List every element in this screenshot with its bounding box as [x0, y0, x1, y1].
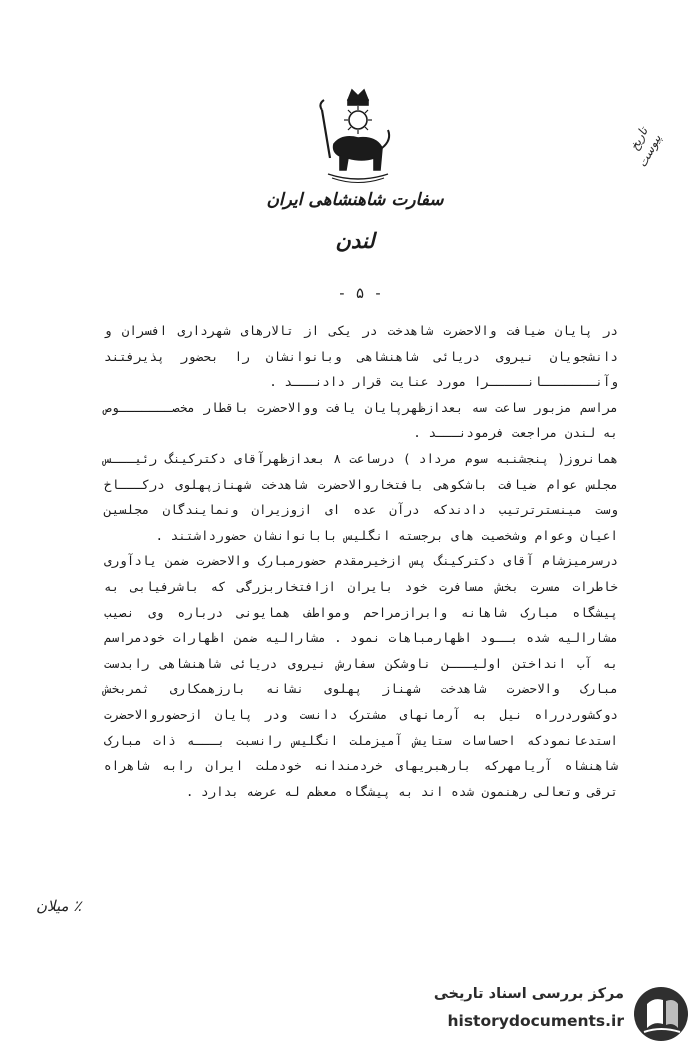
archive-logo-icon [632, 984, 690, 1044]
archive-watermark [410, 982, 696, 1048]
paragraph: در پایان ضیافت والاحضرت شاهدخت در یکی از تالارهای شهرداری افسران و دانشجویان نیروی دریائی شاهنشاهی وبانوانشان را بحضور پذیرفتند وآنـــــــانـــــرا مورد عنایت قرار دادنـــد . [104, 323, 618, 390]
paragraph: مراسم مزبور ساعت سه بعدازظهرپایان یافت ووالاحضرت باقطار مخصـــــــوص به لندن مراجعت فرمودنـــد . [104, 399, 618, 441]
paragraph: درسرمیزشام آقای دکترکینگ پس ازخیرمقدم حضورمبارک والاحضرت ضمن یادآوری خاطرات مسرت بخش مسافرت خود بایران ازافتخاربزرگی که باشرفیابی به پیشگاه مبارک شاهانه وابرازمراحم ومواطف همایونی درباره وی نصیب مشارالیه شده بــود اظهارمباهات نمود . مشارالیه ضمن اظهارات خودمراسم به آب انداختن اولیـــن ناوشکن سفارش نیروی دریائی شاهنشاهی رابدست مبارک والاحضرت شاهدخت شهناز پهلوی نشانه بارزهمکاری ثمربخش دوکشوردرراه نیل به آرمانهای مشترک دانست ودر پایان ازحضوروالاحضرت استدعانمودکه احساسات ستایش آمیزملت انگلیس رانسبت بـــه ذات مبارک شاهنشاه آریامهرکه بارهبریهای خردمندانه خودملت ایران رابه شاهراه ترقی وتعالی رهنمون شده اند به پیشگاه معظم له عرضه بدارد . [104, 553, 618, 799]
letterhead-title: سفارت شاهنشاهی ایران [266, 190, 444, 210]
page-number: - ۵ - [337, 284, 383, 302]
margin-date-attachment-note: تاریخ پیوست [626, 125, 664, 170]
document-body [104, 318, 618, 804]
handwritten-footer-note: ٪ میلان [36, 897, 82, 915]
paragraph: همانروز( پنجشنبه سوم مرداد ) درساعت ۸ بعدازظهرآقای دکترکینگ رئیـــس مجلس عوام ضیافت باشکوهی بافتخاروالاحضرت شاهدخت شهنازپهلوی درکـــاخ وست مینسترترتیب دادندکه درآن عده ای ازوزیران ونمایندگان مجلسین اعیان وعوام وشخصیت های برجسته انگلیس بابانوانشان حضورداشتند . [104, 450, 618, 543]
watermark-title: مرکز بررسی اسناد تاریخی [433, 986, 624, 1002]
watermark-url[interactable]: historydocuments.ir [447, 1012, 624, 1030]
letterhead-city: لندن [335, 228, 375, 253]
lion-and-sun-emblem-icon [318, 86, 398, 186]
